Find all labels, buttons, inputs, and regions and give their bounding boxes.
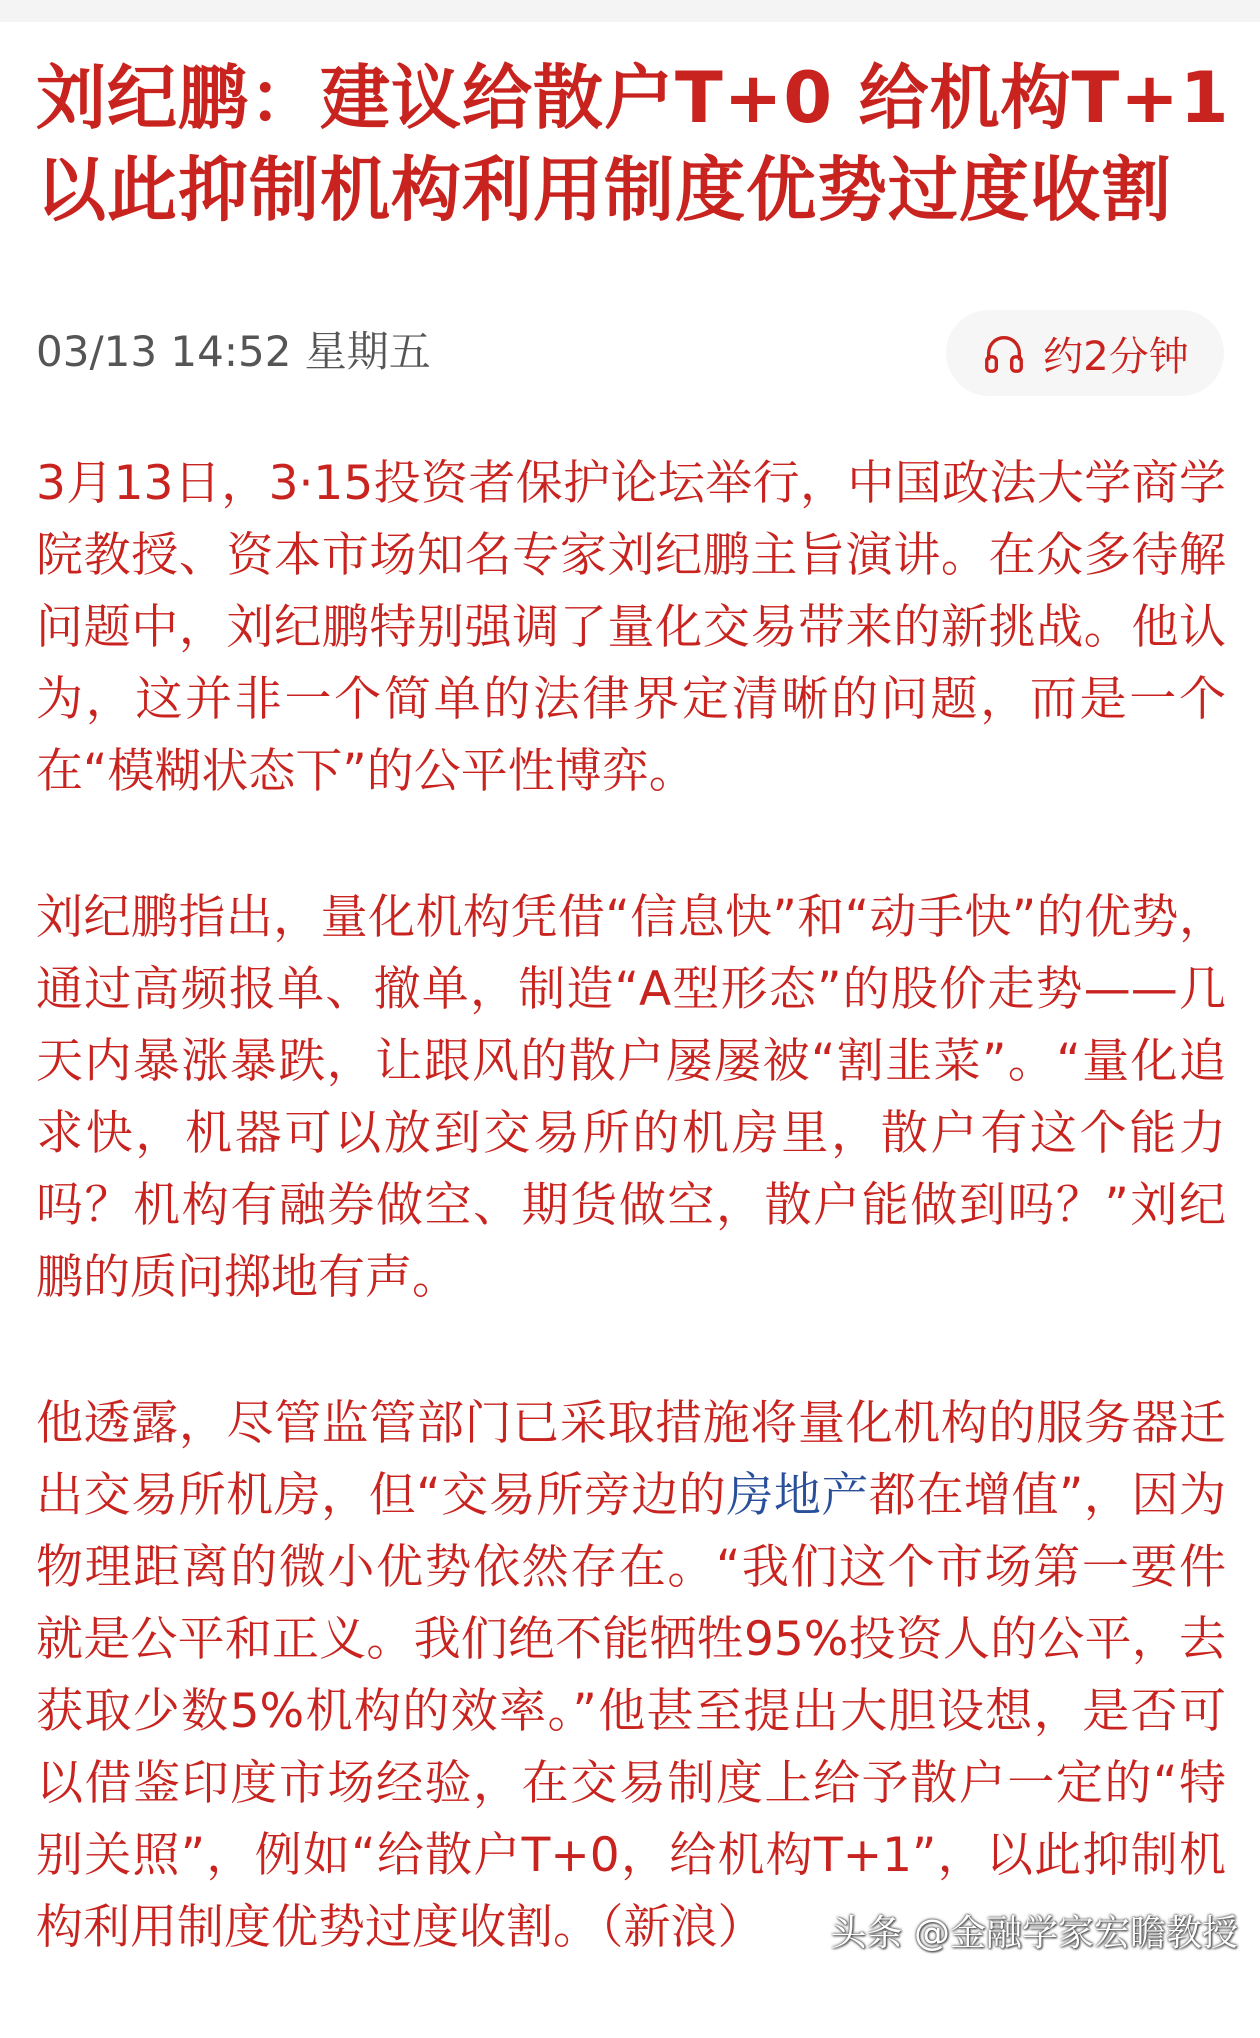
article-title: 刘纪鹏：建议给散户T+0 给机构T+1 以此抑制机构利用制度优势过度收割 bbox=[36, 57, 1230, 231]
article-meta bbox=[36, 310, 1224, 390]
listen-audio-button[interactable] bbox=[946, 310, 1224, 396]
article-paragraph-3 bbox=[36, 1388, 1226, 1964]
article-body bbox=[36, 448, 1226, 2038]
real-estate-link[interactable]: 房地产 bbox=[726, 1468, 869, 1523]
publish-timestamp: 03/13 14:52 星期五 bbox=[36, 327, 431, 376]
paragraph-3-text-before: 他透露，尽管监管部门已采取措施将量化机构的服务器迁出交易所机房，但“交易所旁边的 bbox=[36, 1396, 1226, 1523]
article-paragraph-2: 刘纪鹏指出，量化机构凭借“信息快”和“动手快”的优势，通过高频报单、撤单，制造“A型形态”的股价走势——几天内暴涨暴跌，让跟风的散户屡屡被“割韭菜”。“量化追求快，机器可以放到交易所的机房里，散户有这个能力吗？机构有融券做空、期货做空，散户能做到吗？”刘纪鹏的质问掷地有声。 bbox=[36, 890, 1226, 1305]
top-status-strip bbox=[0, 0, 1260, 22]
headphone-icon bbox=[981, 330, 1027, 376]
article-paragraph-1: 3月13日，3·15投资者保护论坛举行，中国政法大学商学院教授、资本市场知名专家刘纪鹏主旨演讲。在众多待解问题中，刘纪鹏特别强调了量化交易带来的新挑战。他认为，这并非一个简单的法律界定清晰的问题，而是一个在“模糊状态下”的公平性博弈。 bbox=[36, 456, 1226, 799]
read-time-label: 约2分钟 bbox=[1043, 333, 1189, 380]
watermark: 头条 @金融学家宏瞻教授 bbox=[830, 1913, 1238, 1954]
paragraph-3-text-after: 都在增值”，因为物理距离的微小优势依然存在。“我们这个市场第一要件就是公平和正义。我们绝不能牺牲95%投资人的公平，去获取少数5%机构的效率。”他甚至提出大胆设想，是否可以借鉴印度市场经验，在交易制度上给予散户一定的“特别关照”，例如“给散户T+0，给机构T+1”，以此抑制机构利用制度优势过度收割。（新浪） bbox=[36, 1468, 1226, 1955]
